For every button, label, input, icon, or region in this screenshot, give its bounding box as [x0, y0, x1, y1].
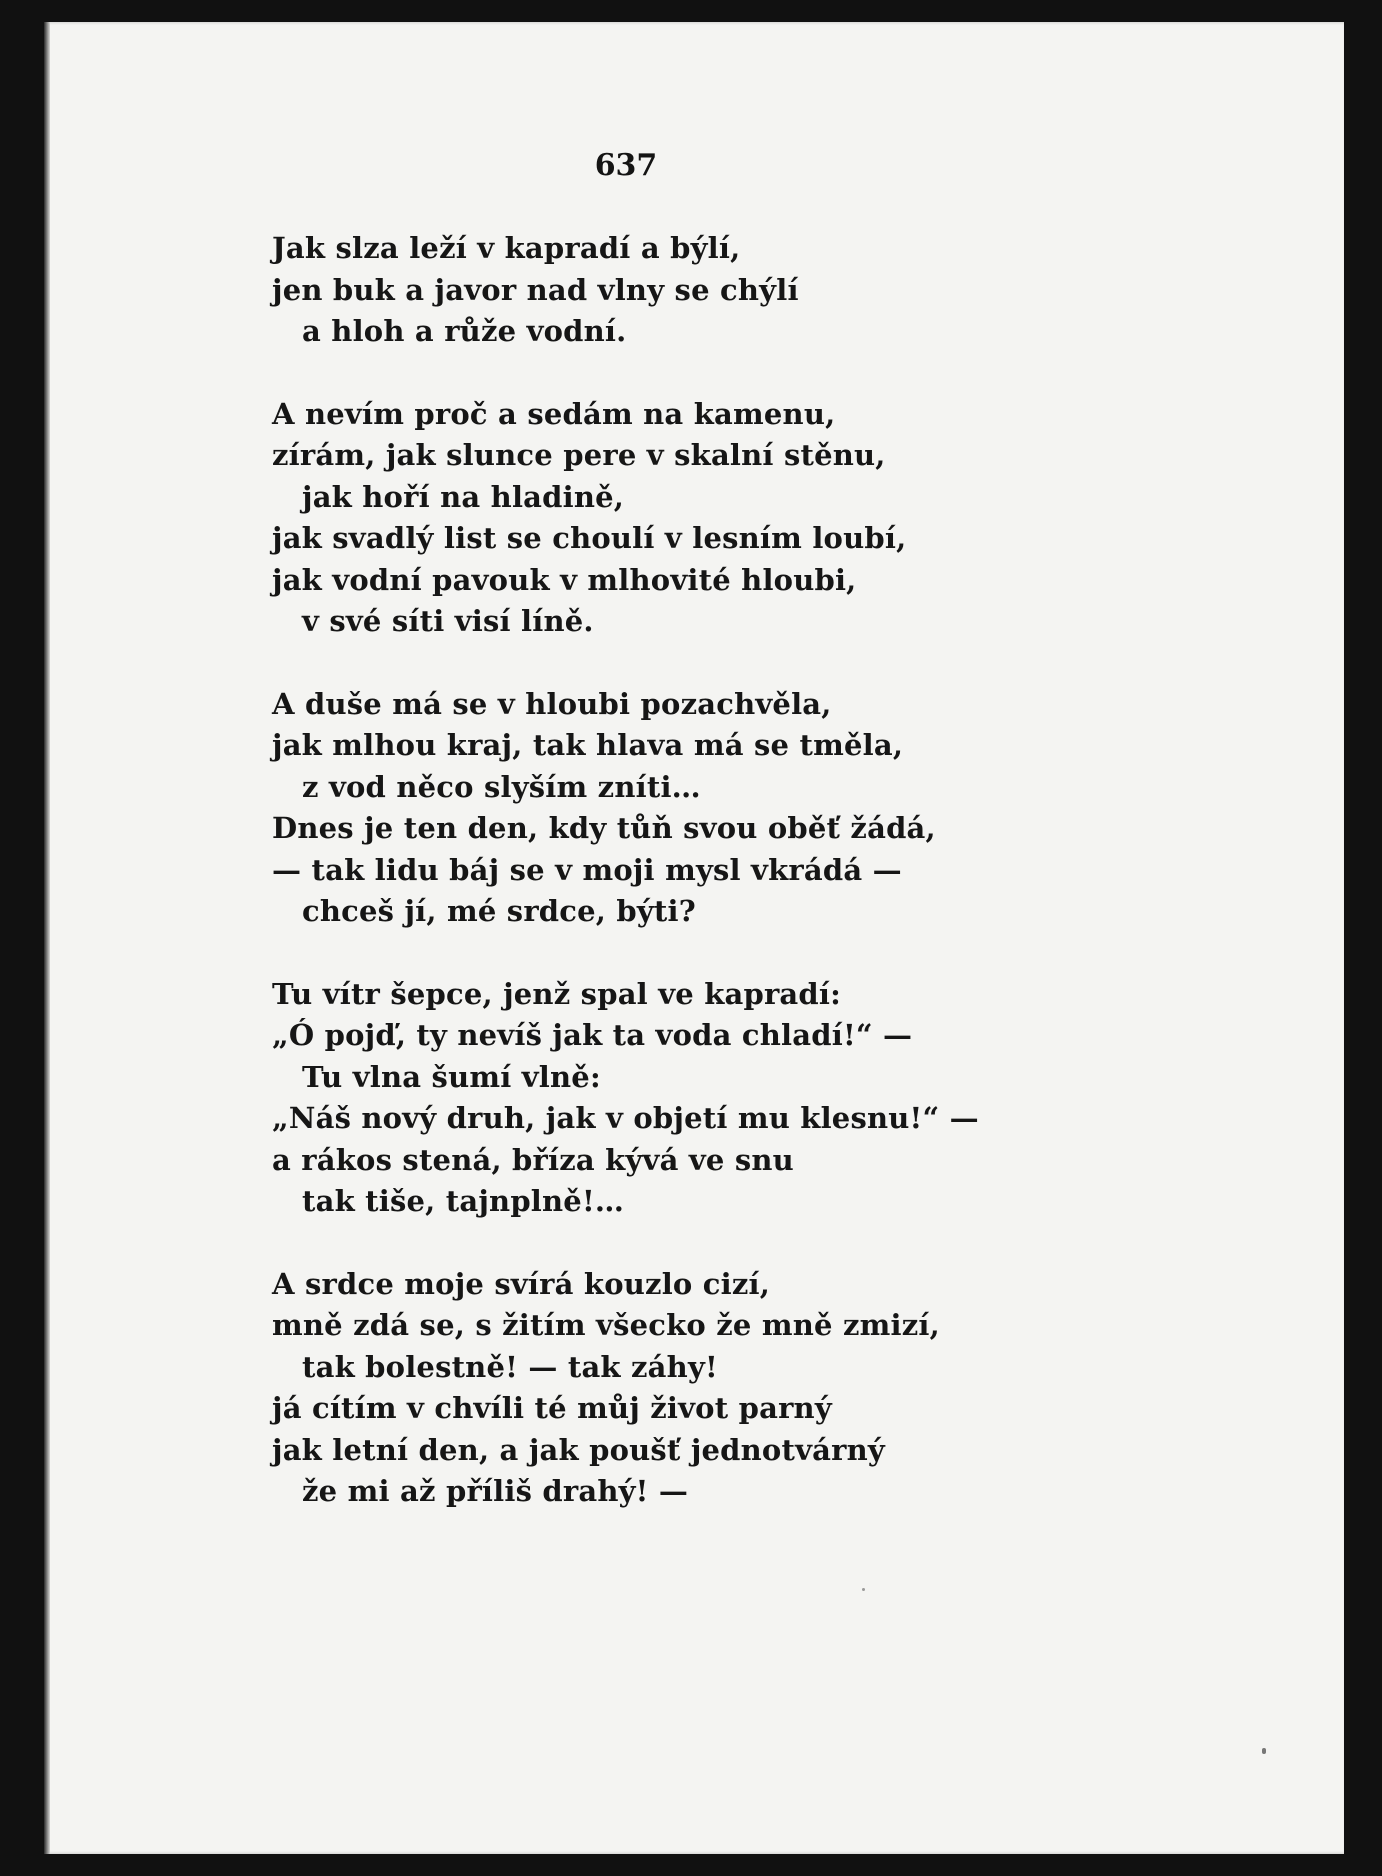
poem-stanza: [272, 228, 979, 353]
poem-line: Jak slza leží v kapradí a býlí,: [272, 231, 741, 265]
poem-line: mně zdá se, s žitím všecko že mně zmizí,: [272, 1308, 940, 1342]
dust-speck: [862, 1588, 865, 1591]
poem-line: „Ó pojď, ty nevíš jak ta voda chladí!“ —: [272, 1018, 913, 1052]
poem-line: jak hoří na hladině,: [302, 479, 625, 514]
poem-stanza: [272, 974, 979, 1223]
dust-speck: [1262, 1748, 1266, 1754]
poem-line: jak mlhou kraj, tak hlava má se tměla,: [272, 728, 904, 762]
poem-text: [272, 228, 979, 1554]
poem-line: zírám, jak slunce pere v skalní stěnu,: [272, 438, 886, 472]
poem-line: jak svadlý list se choulí v lesním loubí,: [272, 521, 907, 555]
poem-line: A duše má se v hloubi pozachvěla,: [272, 686, 832, 721]
poem-line: Tu vlna šumí vlně:: [302, 1059, 601, 1094]
poem-line: v své síti visí líně.: [302, 604, 594, 638]
poem-line: já cítím v chvíli té můj život parný: [272, 1391, 832, 1425]
poem-line: jen buk a javor nad vlny se chýlí: [272, 272, 799, 307]
poem-line: že mi až příliš drahý! —: [302, 1474, 689, 1508]
poem-line: z vod něco slyším zníti…: [302, 769, 701, 804]
poem-line: tak bolestně! — tak záhy!: [302, 1349, 718, 1384]
poem-line: tak tiše, tajnplně!…: [302, 1184, 625, 1218]
poem-stanza: [272, 394, 979, 643]
poem-line: A srdce moje svírá kouzlo cizí,: [272, 1266, 771, 1301]
poem-line: „Náš nový druh, jak v objetí mu klesnu!“ —: [272, 1101, 979, 1135]
poem-line: Dnes je ten den, kdy tůň svou oběť žádá,: [272, 811, 936, 845]
poem-line: Tu vítr šepce, jenž spal ve kapradí:: [272, 976, 842, 1011]
poem-line: A nevím proč a sedám na kamenu,: [272, 396, 836, 431]
poem-line: jak letní den, a jak poušť jednotvárný: [272, 1432, 885, 1467]
poem-line: a rákos stená, bříza kývá ve snu: [272, 1142, 794, 1177]
page-number: 637: [594, 148, 658, 183]
poem-line: jak vodní pavouk v mlhovité hloubi,: [272, 562, 857, 597]
poem-stanza: [272, 684, 979, 933]
page-gutter-shadow: [44, 22, 50, 1854]
poem-line: a hloh a růže vodní.: [302, 314, 627, 348]
poem-line: chceš jí, mé srdce, býti?: [302, 894, 696, 928]
poem-line: — tak lidu báj se v moji mysl vkrádá —: [272, 852, 902, 887]
poem-stanza: [272, 1264, 979, 1513]
